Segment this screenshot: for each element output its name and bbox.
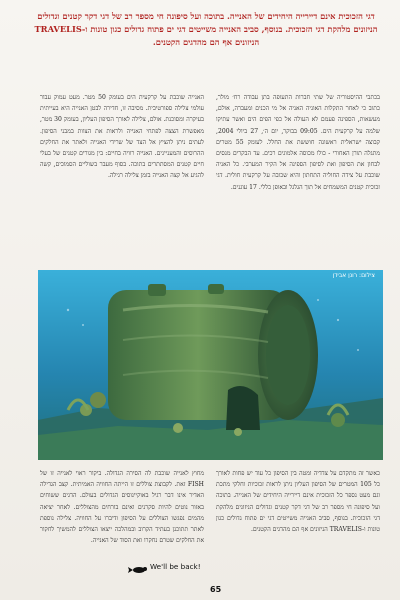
photo-caption: צילום: רונן אבידן (332, 272, 375, 279)
intro-heading: דגי הזכוכית אינם דיירייה היחידים של האנייה. בתוכה ועל סיפונה חי מספר רב של דגי דקר קטנים וגדולים הניזונים מלהקת דגי הזכוכית. בנוסף, סביב האנייה משייטים דגי ים פתוח גדולים כגון טונות ו-TRAVELIS הניזונים אף הם מהדגים הקטנים. (34, 11, 378, 47)
article-column-left: האנייה שוכבת על קרקעית הים בעומק 50 מטר. מעט עמוק עבור עולמי צלילה ספורטיבית. מסיבה זו, חדירה לבטן האנייה היא בעייתית בעיקרה ומסוכנת. אולם, צלילה לאורך הסיפון העליון, בעומק 30 מטר, מאפשרת הצצה לפתחי האנייה ולראות את הצוות במבני הסיפון. לעתים ניתן להציץ אל הצד של שרידי האנייה ולאתר את החלקים ההרוסים והמעניינים. האנייה רוויה בחיים: בין מגורים קטנים של בעלי חיים קטנים המסתתרים בתוכה. בסוף מעבר בשוליים הסמוכים, קשה להגיע אל קצה האנייה בזמן צלילה רגילה. (40, 94, 204, 180)
sign-off-text: We'll be back! (150, 562, 201, 571)
article-bottom-columns (40, 468, 380, 586)
article-top-columns (40, 92, 380, 262)
page-number: 65 (210, 585, 222, 594)
article-column-right: בכתבי ההיסטוריה של שתי חברות התעופה בתן עבודה רח׳ מולר, כתוב כי לאחר התקלות האוניה האניה אל מי הכנים ומעברה, אולם, מעשאות, הספינה פעמם לא העולה אל כפי הפים הים ואשר עתיקו שלמה על קרקעית הים. 09:05 בבוקר, יום ה׳, 27 ביולי 2004, קבוצה ישראלית ראשונה חוששת את החלל. לעומק 55 מטרים מתגלה תורן האחורי - כולו מכוסה אלמוגים רכים. עד הבקרים מנסים לבחון את הסיפון ואת לסיפון הספינה אל הקיר המערבי. כל האניה שוכבת על צידה החוליה התחתון והיא שכובה על קרקעית חולית. דגי זכוכית קטנים המשמחים אל תוך הגלגל ובאופן כללי. 17 עוגנים. (216, 94, 380, 191)
shipwreck-photo (38, 270, 383, 460)
bottom-column-left: מחוץ לאנייה שוכבת לה הסירה הגדולה. ביקור ראוי לאנייה זו של FISH זאת. לקבוצת צוללים זו הייתה החוויה האמיתית. קצב הגדילה האדיר אינו דבר רגיל באוקיינוסים הגדולים בעולם. הדגים ששוחים באזור נוטים להיות סקרנים ואינם בורחים מהצוללים. לאחר יציאה מהמים נפגשו הצוללים על הסיפון ודיברו על החוויה. צלילה נוספת לאתר תתוכנן בעתיד הקרוב ובמהלכה ייצאו הצוללים להמשיך לחקור את החלקים שטרם נחקרו ואת הסוד של האנייה. (40, 470, 204, 545)
bottom-column-right: כאשר זה מתקדם על צדדיה ומטה בין הסיפון כל עוד יש פחות לאורך כל 105 המטרים של הסיפון העליון ניתן לראות זכוכיות וחלקי מתכת וגם מעט נספר כל הזכוכית אינם דיירייה היחידים של האנייה. בתוכה ועל סיפונה חי מספר רב של דגי דקר קטנים וגדולים הניזונים מלהקת דגי הזכוכית. בנוסף, סביב האנייה משייטים דגי ים פתוח גדולים כגון טונות ו-TRAVELIS הניזונים אף הם מהדגים הקטנים. (216, 470, 380, 534)
shipwreck-illustration (38, 270, 383, 460)
diver-icon (128, 561, 148, 580)
